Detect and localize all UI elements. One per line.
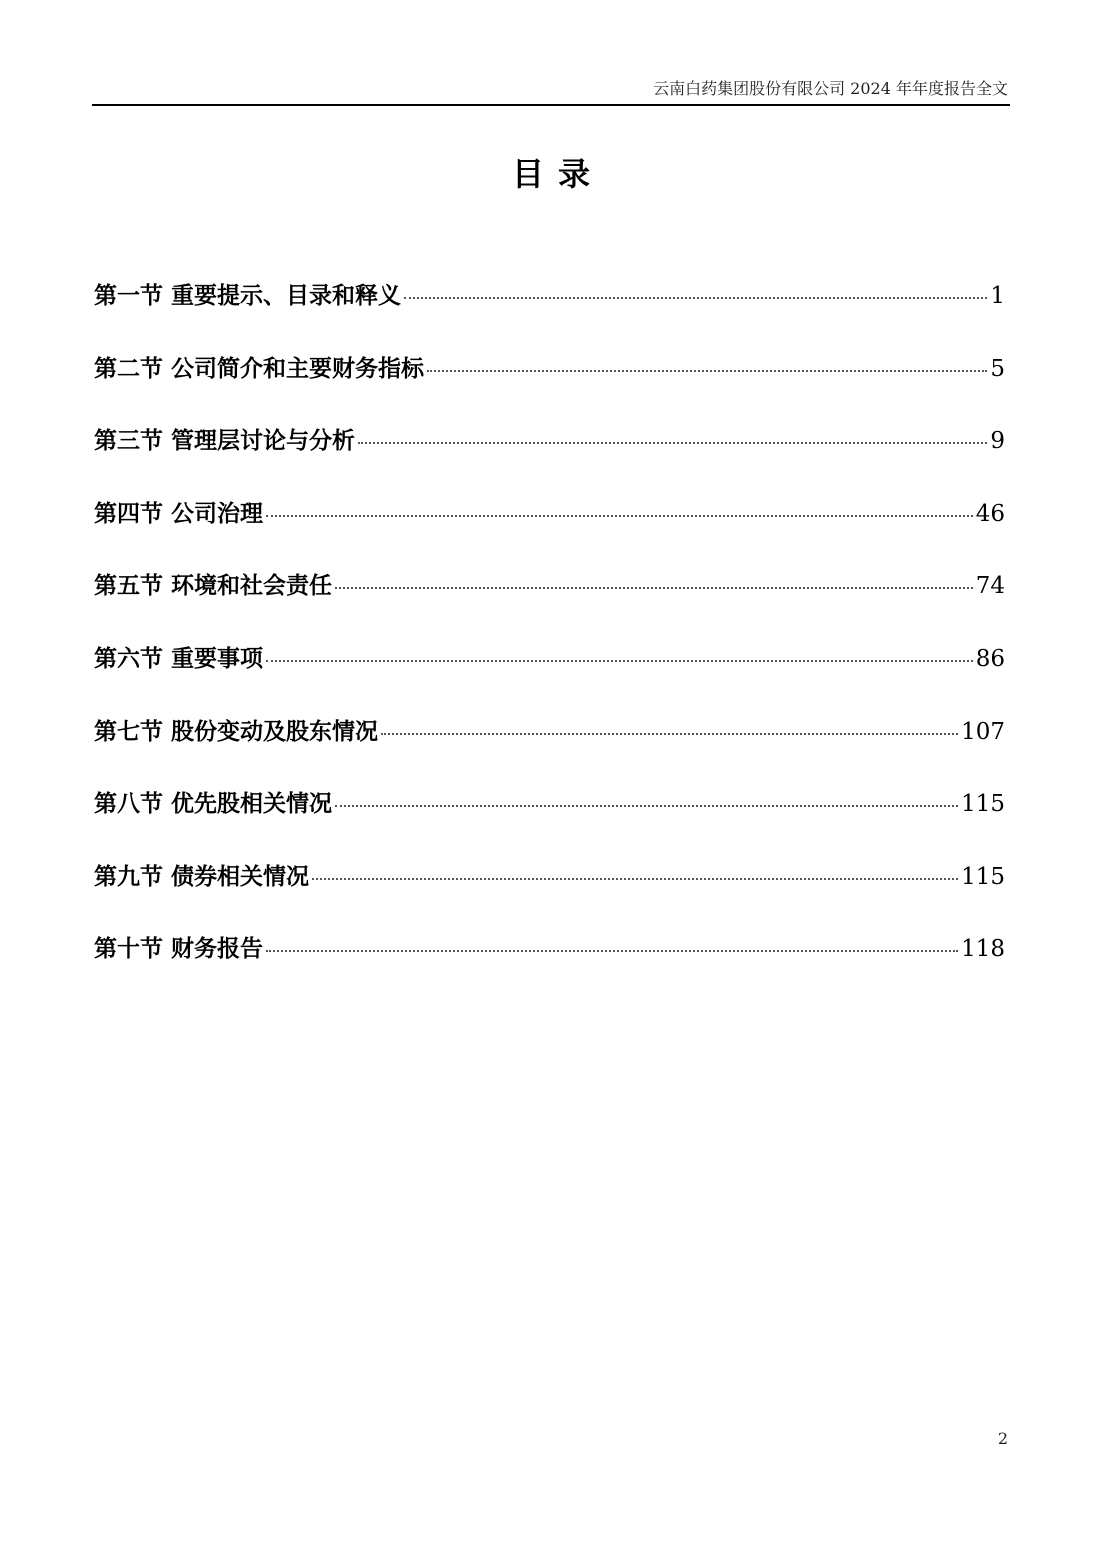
- toc-entry-1[interactable]: [94, 274, 1005, 347]
- toc-section-heading: 环境和社会责任: [171, 572, 332, 600]
- toc-section-number: 第五节: [94, 572, 163, 600]
- toc-entry-3[interactable]: [94, 419, 1005, 492]
- toc-page-number: 86: [975, 645, 1005, 672]
- toc-entry-label: [94, 710, 378, 754]
- toc-entry-label: [94, 492, 263, 536]
- dot-leader: [404, 297, 987, 299]
- toc-section-number: 第四节: [94, 499, 163, 527]
- toc-section-heading: 重要提示、目录和释义: [171, 282, 401, 309]
- toc-section-number: 第六节: [94, 644, 163, 672]
- dot-leader: [335, 587, 973, 589]
- table-of-contents: [94, 274, 1005, 1000]
- toc-section-heading: 优先股相关情况: [171, 790, 332, 818]
- toc-entry-2[interactable]: [94, 347, 1005, 420]
- toc-page-number: 107: [961, 718, 1005, 745]
- toc-entry-label: [94, 927, 263, 971]
- toc-section-number: 第七节: [94, 717, 163, 745]
- toc-page-number: 74: [975, 573, 1005, 600]
- dot-leader: [266, 950, 958, 952]
- toc-section-number: 第九节: [94, 862, 163, 890]
- dot-leader: [335, 805, 958, 807]
- toc-entry-label: [94, 637, 263, 681]
- toc-entry-label: [94, 564, 332, 608]
- toc-section-heading: 财务报告: [171, 935, 263, 963]
- toc-entry-5[interactable]: [94, 564, 1005, 637]
- toc-entry-9[interactable]: [94, 855, 1005, 928]
- dot-leader: [427, 370, 987, 372]
- toc-section-number: 第二节: [94, 354, 163, 382]
- toc-entry-label: [94, 274, 401, 318]
- toc-page-number: 1: [990, 283, 1005, 309]
- toc-section-heading: 债券相关情况: [171, 862, 309, 890]
- toc-section-heading: 公司简介和主要财务指标: [171, 354, 424, 382]
- toc-page-number: 9: [990, 428, 1005, 455]
- toc-entry-8[interactable]: [94, 782, 1005, 855]
- header-rule: [92, 104, 1010, 106]
- toc-section-number: 第一节: [94, 282, 163, 309]
- toc-page-number: 118: [961, 936, 1005, 963]
- page-number: 2: [997, 1429, 1008, 1448]
- toc-section-heading: 股份变动及股东情况: [171, 717, 378, 745]
- toc-entry-label: [94, 782, 332, 826]
- toc-section-heading: 管理层讨论与分析: [171, 427, 355, 455]
- toc-section-number: 第八节: [94, 790, 163, 818]
- dot-leader: [358, 442, 987, 444]
- toc-entry-7[interactable]: [94, 710, 1005, 783]
- dot-leader: [312, 878, 958, 880]
- dot-leader: [266, 660, 973, 662]
- toc-entry-6[interactable]: [94, 637, 1005, 710]
- toc-section-heading: 重要事项: [171, 644, 263, 672]
- dot-leader: [266, 515, 973, 517]
- toc-entry-label: [94, 419, 355, 463]
- toc-entry-4[interactable]: [94, 492, 1005, 565]
- toc-entry-10[interactable]: [94, 927, 1005, 1000]
- dot-leader: [381, 733, 958, 735]
- toc-entry-label: [94, 347, 424, 391]
- toc-entry-label: [94, 855, 309, 899]
- running-header: 云南白药集团股份有限公司 2024 年年度报告全文: [653, 79, 1008, 98]
- toc-page-number: 115: [961, 791, 1005, 818]
- toc-section-number: 第三节: [94, 427, 163, 455]
- toc-page-number: 5: [990, 355, 1005, 382]
- toc-page-number: 46: [975, 500, 1005, 527]
- page-title: 目录: [511, 155, 604, 193]
- toc-section-heading: 公司治理: [171, 499, 263, 527]
- toc-page-number: 115: [961, 863, 1005, 890]
- toc-section-number: 第十节: [94, 935, 163, 963]
